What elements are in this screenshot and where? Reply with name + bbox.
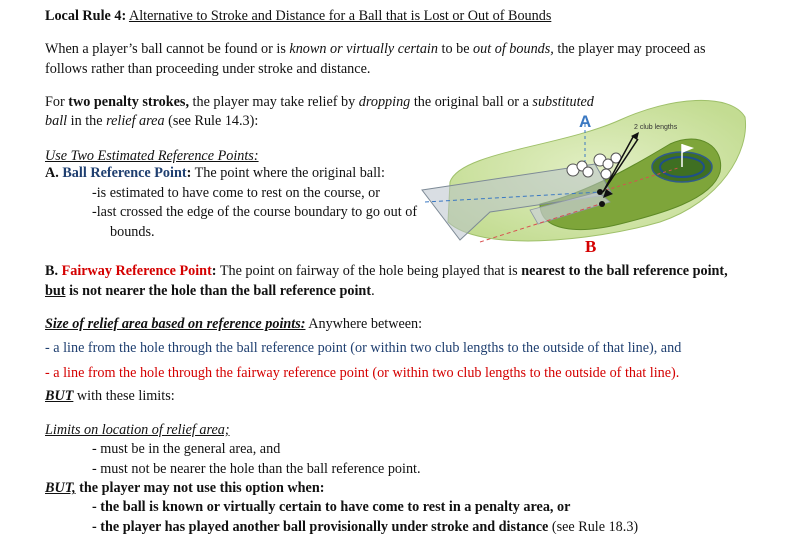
ref-b-title: Fairway Reference Point	[61, 263, 212, 279]
ball-reference-point	[45, 164, 385, 182]
relief-size-line-1: - a line from the hole through the ball reference point (or within two club lengths to the outside of that line), and	[45, 340, 682, 356]
condition-rule-ref: (see Rule 18.3)	[548, 519, 639, 535]
but-text: with these limits:	[73, 388, 175, 404]
limits-item-1: - must be in the general area, and	[92, 441, 281, 457]
ref-a-title: Ball Reference Point	[62, 165, 187, 181]
relief-size-text: Anywhere between:	[305, 316, 423, 332]
relief-area-diagram	[420, 92, 750, 252]
penalty-text: For	[45, 94, 69, 110]
limits-heading: Limits on location of relief area;	[45, 422, 230, 438]
intro-text: to be	[437, 41, 474, 57]
ref-b-emphasis: nearest to the ball reference point,	[521, 263, 728, 279]
title-text: Alternative to Stroke and Distance for a Ball that is Lost or Out of Bounds	[128, 8, 552, 24]
relief-size-line	[45, 315, 422, 333]
relief-size-but	[45, 387, 175, 405]
ref-b-text: .	[371, 283, 375, 299]
fairway-reference-point	[45, 262, 728, 280]
condition-text: - the player has played another ball provisionally under stroke and distance	[92, 519, 549, 535]
ref-a-item-2-cont: bounds.	[110, 224, 155, 240]
but-text: the player may not use this option when:	[75, 480, 325, 496]
intro-text: the player may proceed as	[553, 41, 706, 57]
penalty-emphasis: substituted	[532, 94, 594, 110]
but-label: BUT	[45, 388, 74, 404]
ball-reference-point-marker	[597, 189, 603, 195]
club-lengths-label: 2 club lengths	[634, 124, 678, 131]
penalty-text: (see Rule 14.3):	[164, 113, 259, 129]
limits-condition-2	[92, 518, 638, 536]
diagram-label-a: A	[579, 112, 592, 131]
ref-b-emphasis: is not nearer the hole than the ball reference point	[65, 283, 372, 299]
fairway-reference-point-marker	[599, 201, 605, 207]
ref-a-label: A.	[45, 165, 59, 181]
fairway-reference-point-line-2	[45, 282, 375, 300]
intro-text: When a player’s ball cannot be found or is	[45, 41, 290, 57]
relief-size-line-2: - a line from the hole through the fairway reference point (or within two club lengths to the outside of that line).	[45, 365, 680, 381]
penalty-text: the player may take relief by	[189, 94, 359, 110]
intro-emphasis: known or virtually certain	[289, 41, 438, 57]
limits-but	[45, 479, 324, 497]
penalty-text: the original ball or a	[410, 94, 533, 110]
ref-b-colon: :	[211, 263, 217, 279]
limits-condition-1: - the ball is known or virtually certain to have come to rest in a penalty area, or	[92, 499, 571, 515]
ref-a-item-2: -last crossed the edge of the course boundary to go out of	[92, 204, 418, 220]
diagram-label-b: B	[585, 237, 597, 252]
intro-emphasis: out of bounds,	[473, 41, 554, 57]
title-line	[45, 7, 551, 25]
penalty-strokes: two penalty strokes,	[68, 94, 189, 110]
but-label: BUT,	[45, 480, 76, 496]
reference-points-heading: Use Two Estimated Reference Points:	[45, 148, 259, 164]
penalty-text: in the	[67, 113, 107, 129]
ref-b-label: B.	[45, 263, 59, 279]
intro-line-2: follows rather than proceeding under stroke and distance.	[45, 61, 371, 77]
ref-b-but: but	[45, 283, 66, 299]
ref-a-colon: :	[186, 165, 192, 181]
penalty-line-2	[45, 112, 258, 130]
penalty-emphasis: dropping	[358, 94, 411, 110]
ref-b-text: The point on fairway of the hole being played that is	[216, 263, 522, 279]
title-label: Local Rule 4:	[45, 8, 127, 24]
ref-a-item-1: -is estimated to have come to rest on the course, or	[92, 185, 380, 201]
ref-a-text: The point where the original ball:	[191, 165, 385, 181]
penalty-emphasis: ball	[45, 113, 68, 129]
limits-item-2: - must not be nearer the hole than the ball reference point.	[92, 461, 421, 477]
intro-line-1	[45, 40, 706, 58]
penalty-emphasis: relief area	[106, 113, 165, 129]
relief-size-heading: Size of relief area based on reference points:	[45, 316, 306, 332]
